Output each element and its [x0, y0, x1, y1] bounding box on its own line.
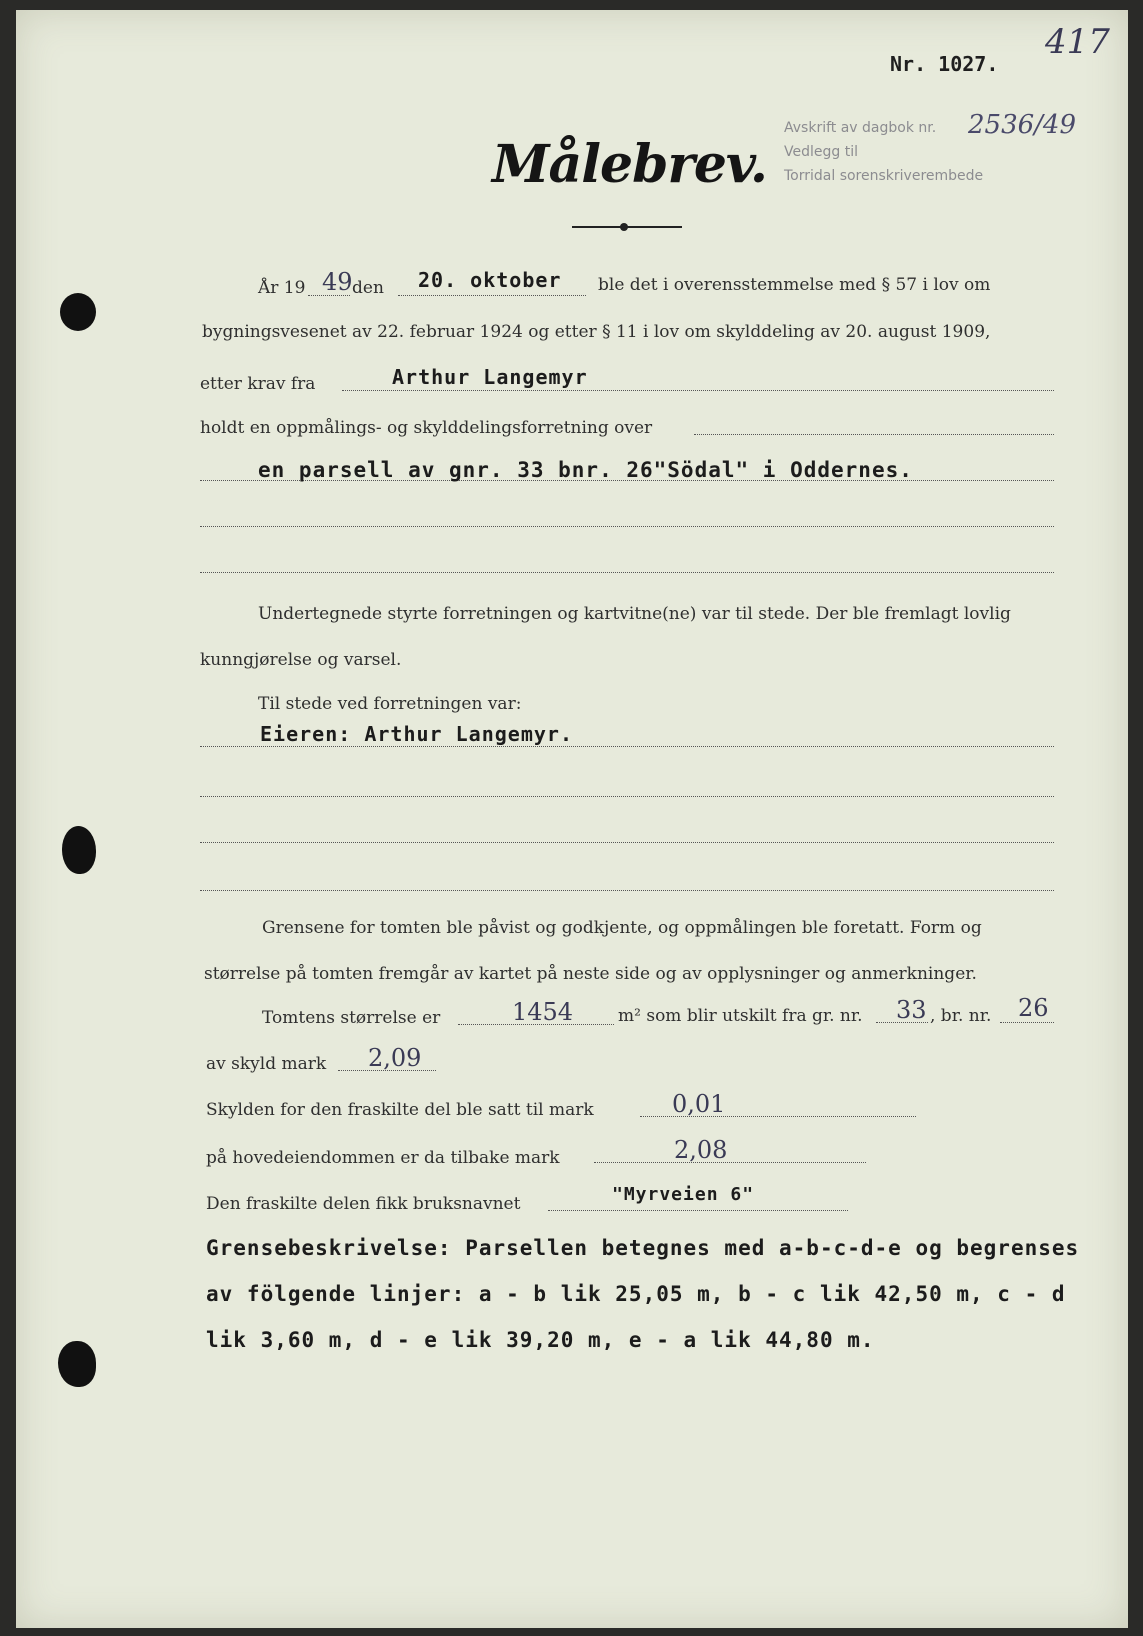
- para2-line2: kunngjørelse og varsel.: [200, 650, 402, 670]
- para1-line2: bygningsvesenet av 22. februar 1924 og etter § 11 i lov om skylddeling av 20. august 1909,: [202, 322, 991, 342]
- size-mid: m² som blir utskilt fra gr. nr.: [618, 1006, 863, 1026]
- fill-line: [1000, 1022, 1054, 1023]
- title-divider-ornament: [620, 223, 628, 231]
- para1-line4: holdt en oppmålings- og skylddelingsforretning over: [200, 418, 653, 438]
- date-value: 20. oktober: [418, 268, 562, 292]
- fill-line: [342, 390, 1054, 391]
- boundary-line2: av fölgende linjer: a - b lik 25,05 m, b - c lik 42,50 m, c - d: [206, 1282, 1066, 1306]
- bruks-prefix: Den fraskilte delen fikk bruksnavnet: [206, 1194, 521, 1214]
- year-value: 49: [322, 268, 353, 296]
- punch-hole: [62, 826, 96, 874]
- para3-line2: størrelse på tomten fremgår av kartet på neste side og av opplysninger og anmerkninger.: [204, 964, 977, 984]
- skyld-prefix: av skyld mark: [206, 1054, 327, 1074]
- requester-value: Arthur Langemyr: [392, 365, 588, 389]
- punch-hole: [60, 293, 96, 331]
- para3-line1: Grensene for tomten ble påvist og godkjente, og oppmålingen ble foretatt. Form og: [262, 918, 982, 938]
- para1-text: ble det i overensstemmelse med § 57 i lov om: [598, 275, 991, 295]
- stamp-line: Vedlegg til: [784, 144, 858, 160]
- hoved-value: 2,08: [674, 1136, 728, 1164]
- fraskilt-prefix: Skylden for den fraskilte del ble satt til mark: [206, 1100, 594, 1120]
- boundary-line3: lik 3,60 m, d - e lik 39,20 m, e - a lik 44,80 m.: [206, 1328, 875, 1352]
- date-prefix: den: [352, 278, 384, 298]
- fill-line: [200, 572, 1054, 573]
- fill-line: [200, 746, 1054, 747]
- fill-line: [200, 796, 1054, 797]
- boundary-line1: Grensebeskrivelse: Parsellen betegnes med a-b-c-d-e og begrenses: [206, 1236, 1080, 1260]
- document-page: [16, 10, 1128, 1628]
- bnr-value: 26: [1018, 994, 1049, 1022]
- bruks-value: "Myrveien 6": [612, 1184, 755, 1205]
- fill-line: [200, 526, 1054, 527]
- punch-hole: [58, 1341, 96, 1387]
- page-title: Målebrev.: [492, 134, 768, 195]
- hoved-prefix: på hovedeiendommen er da tilbake mark: [206, 1148, 560, 1168]
- present-persons: Eieren: Arthur Langemyr.: [260, 722, 573, 746]
- stamp-line: Torridal sorenskriverembede: [784, 168, 984, 184]
- page-number: 417: [1045, 22, 1110, 62]
- bnr-label: , br. nr.: [930, 1006, 992, 1026]
- requester-prefix: etter krav fra: [200, 374, 316, 394]
- para2-line1: Undertegnede styrte forretningen og kartvitne(ne) var til stede. Der ble fremlagt lovlig: [258, 604, 1011, 624]
- fill-line: [694, 434, 1054, 435]
- fraskilt-value: 0,01: [672, 1090, 726, 1118]
- parcel-description: en parsell av gnr. 33 bnr. 26"Södal" i Oddernes.: [258, 458, 913, 482]
- gnr-value: 33: [896, 996, 927, 1024]
- document-number: Nr. 1027.: [890, 52, 999, 76]
- fill-line: [200, 890, 1054, 891]
- fill-line: [548, 1210, 848, 1211]
- present-label: Til stede ved forretningen var:: [258, 694, 522, 714]
- fill-line: [398, 295, 586, 296]
- size-value: 1454: [512, 998, 574, 1026]
- skyld-value: 2,09: [368, 1044, 422, 1072]
- size-prefix: Tomtens størrelse er: [262, 1008, 441, 1028]
- fill-line: [200, 842, 1054, 843]
- diary-number: 2536/49: [968, 110, 1077, 140]
- stamp-line: Avskrift av dagbok nr.: [784, 120, 937, 136]
- fill-line: [594, 1162, 866, 1163]
- year-prefix: År 19: [258, 278, 306, 298]
